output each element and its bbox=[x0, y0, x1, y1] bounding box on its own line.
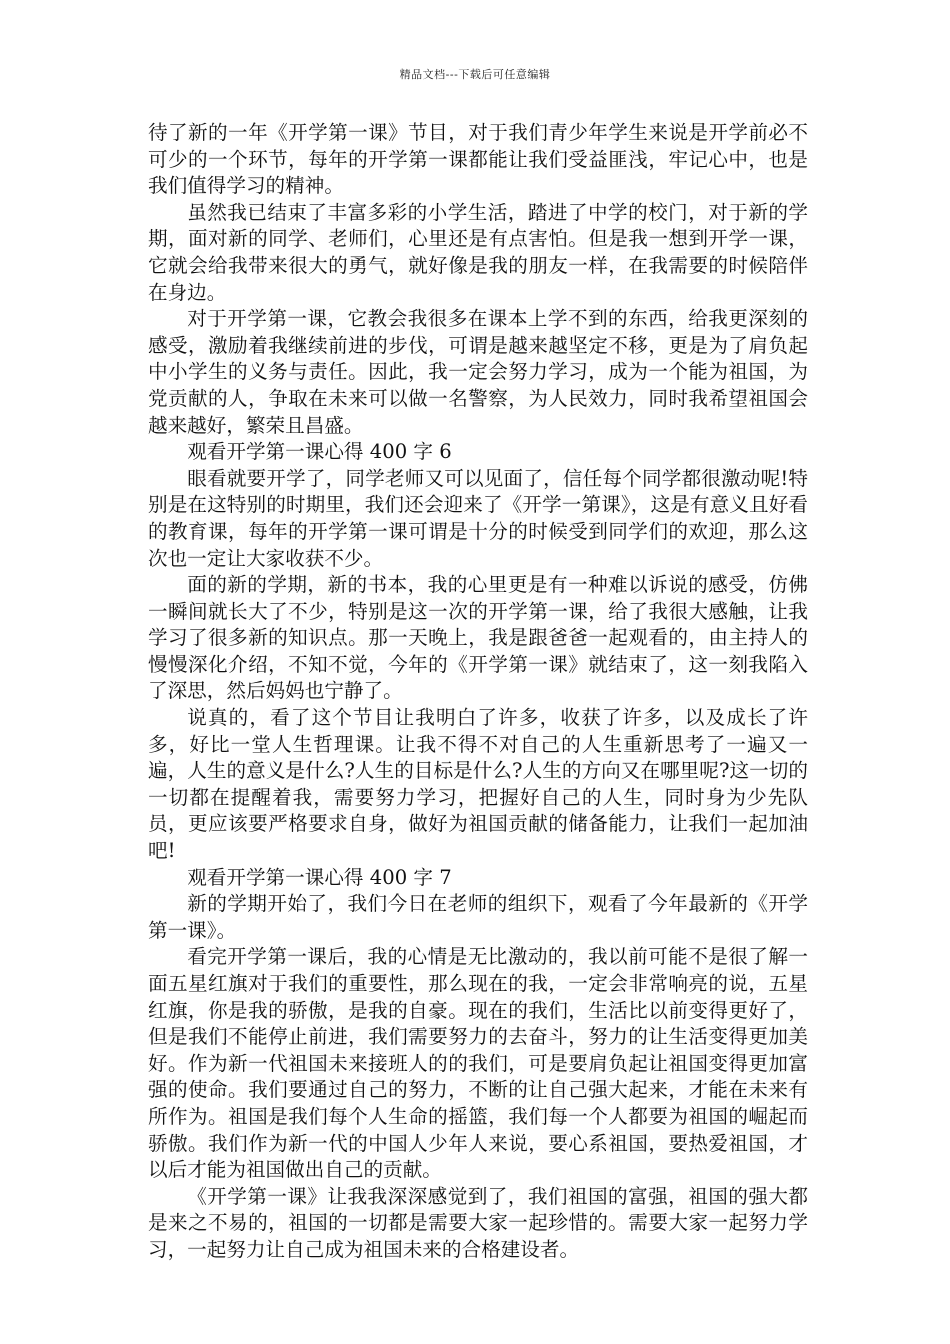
document-body bbox=[148, 120, 808, 1264]
section-heading: 观看开学第一课心得 400 字 6 bbox=[187, 440, 452, 464]
paragraph: 面的新的学期，新的书本，我的心里更是有一种难以诉说的感受，仿佛一瞬间就长大了不少，特别是这一次的开学第一课，给了我很大感触，让我学习了很多新的知识点。那一天晚上，我是跟爸爸一起观看的，由主持人的慢慢深化介绍，不知不觉，今年的《开学第一课》就结束了，这一刻我陷入了深思，然后妈妈也宁静了。 bbox=[148, 573, 808, 703]
page-header: 精品文档---下载后可任意编辑 bbox=[399, 68, 551, 81]
paragraph: 新的学期开始了，我们今日在老师的组织下，观看了今年最新的《开学第一课》。 bbox=[148, 892, 808, 942]
paragraph: 虽然我已结束了丰富多彩的小学生活，踏进了中学的校门，对于新的学期，面对新的同学、老师们，心里还是有点害怕。但是我一想到开学一课，它就会给我带来很大的勇气，就好像是我的朋友一样，在我需要的时候陪伴在身边。 bbox=[148, 200, 808, 304]
paragraph: 《开学第一课》让我我深深感觉到了，我们祖国的富强，祖国的强大都是来之不易的，祖国的一切都是需要大家一起珍惜的。需要大家一起努力学习，一起努力让自己成为祖国未来的合格建设者。 bbox=[148, 1184, 808, 1261]
paragraph: 眼看就要开学了，同学老师又可以见面了，信任每个同学都很激动呢!特别是在这特别的时期里，我们还会迎来了《开学一第课》，这是有意义且好看的教育课，每年的开学第一课可谓是十分的时候受到同学们的欢迎，那么这次也一定让大家收获不少。 bbox=[148, 466, 808, 570]
section-heading: 观看开学第一课心得 400 字 7 bbox=[187, 865, 452, 889]
paragraph: 对于开学第一课，它教会我很多在课本上学不到的东西，给我更深刻的感受，激励着我继续前进的步伐，可谓是越来越坚定不移，更是为了肩负起中小学生的义务与责任。因此，我一定会努力学习，成为一个能为祖国，为党贡献的人，争取在未来可以做一名警察，为人民效力，同时我希望祖国会越来越好，繁荣且昌盛。 bbox=[148, 307, 808, 437]
paragraph: 看完开学第一课后，我的心情是无比激动的，我以前可能不是很了解一面五星红旗对于我们的重要性，那么现在的我，一定会非常响亮的说，五星红旗，你是我的骄傲，是我的自豪。现在的我们，生活比以前变得更好了，但是我们不能停止前进，我们需要努力的去奋斗，努力的让生活变得更加美好。作为新一代祖国未来接班人的的我们，可是要肩负起让祖国变得更加富强的使命。我们要通过自己的努力，不断的让自己强大起来，才能在未来有所作为。祖国是我们每个人生命的摇篮，我们每一个人都要为祖国的崛起而骄傲。我们作为新一代的中国人少年人来说，要心系祖国，要热爱祖国，才以后才能为祖国做出自己的贡献。 bbox=[148, 945, 808, 1182]
paragraph: 待了新的一年《开学第一课》节目，对于我们青少年学生来说是开学前必不可少的一个环节，每年的开学第一课都能让我们受益匪浅，牢记心中，也是我们值得学习的精神。 bbox=[148, 121, 808, 198]
paragraph: 说真的，看了这个节目让我明白了许多，收获了许多，以及成长了许多，好比一堂人生哲理课。让我不得不对自己的人生重新思考了一遍又一遍，人生的意义是什么?人生的目标是什么?人生的方向又在哪里呢?这一切的一切都在提醒着我，需要努力学习，把握好自己的人生，同时身为少先队员，更应该要严格要求自身，做好为祖国贡献的储备能力，让我们一起加油吧! bbox=[148, 706, 808, 863]
